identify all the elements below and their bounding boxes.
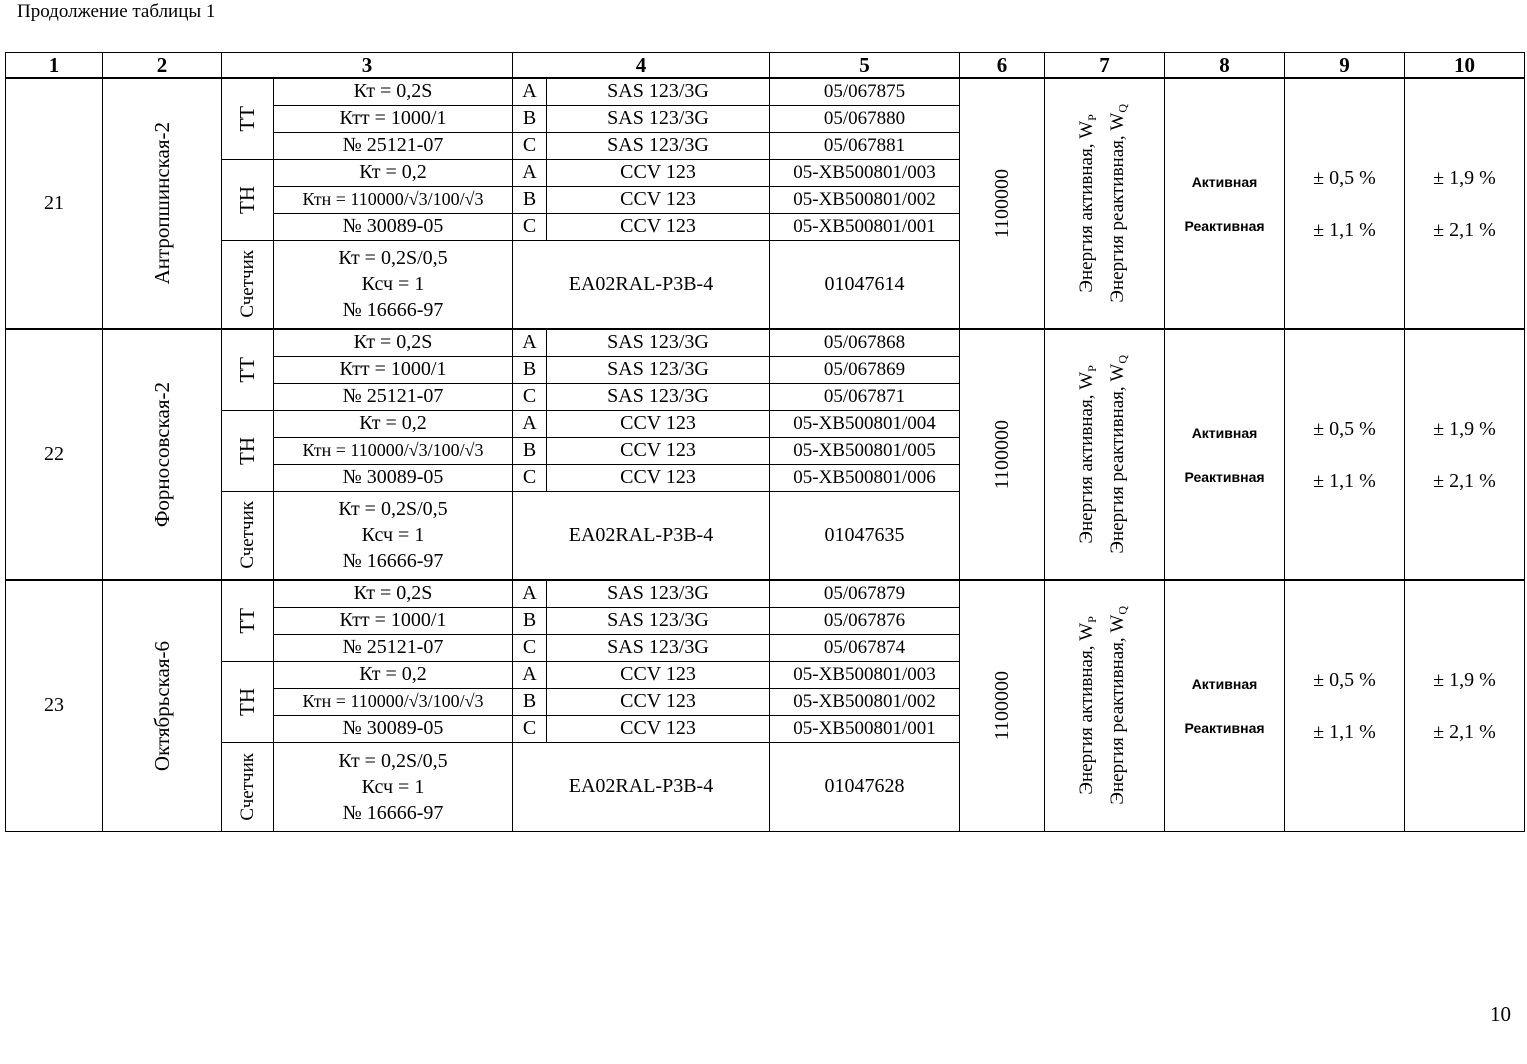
- serial-number: 05/067881: [770, 132, 960, 159]
- mode-active: Активная: [1191, 675, 1258, 692]
- table-caption: Продолжение таблицы 1: [17, 1, 216, 22]
- tt-label-cell: [222, 329, 274, 410]
- energy-types: [1074, 104, 1136, 303]
- energy-active: Энергия активная, W: [1075, 120, 1097, 293]
- energy-reactive-sub: Q: [1115, 355, 1130, 364]
- device-type: CCV 123: [547, 661, 770, 688]
- phase-letter: B: [513, 437, 547, 464]
- phase-letter: B: [513, 186, 547, 213]
- tt-ktt: Ктт = 1000/1: [274, 607, 513, 634]
- meter-ksch: Ксч = 1: [361, 524, 425, 547]
- tn-label-cell: [222, 661, 274, 742]
- tt-label-cell: [222, 78, 274, 159]
- row-number: 22: [6, 329, 103, 580]
- serial-number: 05/067875: [770, 78, 960, 105]
- tn-ktn: Ктн = 110000/√3/100/√3: [274, 437, 513, 464]
- tn-label: ТН: [235, 185, 259, 214]
- mode-reactive: Реактивная: [1184, 719, 1265, 736]
- tn-kt: Кт = 0,2: [274, 661, 513, 688]
- error-10-reactive: ± 2,1 %: [1433, 218, 1496, 241]
- tn-label-cell: [222, 159, 274, 240]
- device-type: SAS 123/3G: [547, 329, 770, 356]
- phase-letter: B: [513, 105, 547, 132]
- meter-label: Счетчик: [237, 250, 258, 319]
- tt-reg: № 25121-07: [274, 383, 513, 410]
- header-col-5: 5: [770, 53, 960, 79]
- serial-number: 05-XB500801/002: [770, 186, 960, 213]
- coef-cell: [960, 580, 1045, 831]
- header-col-1: 1: [6, 53, 103, 79]
- phase-letter: A: [513, 410, 547, 437]
- tt-label: ТТ: [235, 105, 259, 132]
- meter-params: [274, 240, 513, 329]
- energy-active-sub: P: [1084, 616, 1099, 624]
- serial-number: 05/067876: [770, 607, 960, 634]
- device-type: CCV 123: [547, 159, 770, 186]
- phase-letter: B: [513, 356, 547, 383]
- energy-reactive-sub: Q: [1115, 104, 1130, 113]
- object-name: Антропшинская-2: [149, 122, 174, 285]
- header-col-3: 3: [222, 53, 513, 79]
- meter-ksch: Ксч = 1: [361, 775, 425, 798]
- device-type: SAS 123/3G: [547, 356, 770, 383]
- energy-cell: [1045, 78, 1165, 329]
- tn-label-cell: [222, 410, 274, 491]
- header-col-8: 8: [1165, 53, 1285, 79]
- meter-type: EA02RAL-P3B-4: [513, 491, 770, 580]
- row-number: 21: [6, 78, 103, 329]
- meter-type: EA02RAL-P3B-4: [513, 742, 770, 831]
- coefficient: 1100000: [990, 419, 1013, 490]
- error-9-active: ± 0,5 %: [1313, 166, 1376, 189]
- error-10-active: ± 1,9 %: [1433, 668, 1496, 691]
- tt-kt: Кт = 0,2S: [274, 580, 513, 607]
- tn-kt: Кт = 0,2: [274, 159, 513, 186]
- error-9-cell: [1285, 329, 1405, 580]
- meter-type: EA02RAL-P3B-4: [513, 240, 770, 329]
- energy-reactive: Энергия реактивная, W: [1106, 363, 1128, 554]
- tt-kt: Кт = 0,2S: [274, 78, 513, 105]
- meter-params: [274, 742, 513, 831]
- coefficient: 1100000: [990, 671, 1013, 741]
- energy-reactive: Энергия реактивная, W: [1106, 112, 1128, 303]
- device-type: SAS 123/3G: [547, 383, 770, 410]
- coef-cell: [960, 78, 1045, 329]
- meter-serial: 01047628: [770, 742, 960, 831]
- tt-reg: № 25121-07: [274, 634, 513, 661]
- meter-ksch: Ксч = 1: [361, 273, 425, 296]
- tt-ktt: Ктт = 1000/1: [274, 105, 513, 132]
- error-9-reactive: ± 1,1 %: [1313, 469, 1376, 492]
- device-type: CCV 123: [547, 213, 770, 240]
- device-type: SAS 123/3G: [547, 607, 770, 634]
- meter-label-cell: [222, 491, 274, 580]
- device-type: SAS 123/3G: [547, 78, 770, 105]
- device-type: SAS 123/3G: [547, 105, 770, 132]
- header-col-7: 7: [1045, 53, 1165, 79]
- energy-reactive: Энергия реактивная, W: [1106, 615, 1128, 806]
- serial-number: 05/067880: [770, 105, 960, 132]
- error-10-reactive: ± 2,1 %: [1433, 469, 1496, 492]
- energy-types: [1074, 355, 1136, 554]
- meter-reg: № 16666-97: [342, 299, 444, 322]
- meter-kt: Кт = 0,2S/0,5: [338, 247, 448, 270]
- device-type: CCV 123: [547, 688, 770, 715]
- device-type: CCV 123: [547, 437, 770, 464]
- meter-reg: № 16666-97: [342, 801, 444, 824]
- serial-number: 05/067879: [770, 580, 960, 607]
- phase-letter: A: [513, 159, 547, 186]
- tt-label-cell: [222, 580, 274, 661]
- tt-reg: № 25121-07: [274, 132, 513, 159]
- device-type: SAS 123/3G: [547, 132, 770, 159]
- phase-letter: A: [513, 78, 547, 105]
- meter-label-cell: [222, 742, 274, 831]
- table-row: [6, 78, 1525, 105]
- tt-ktt: Ктт = 1000/1: [274, 356, 513, 383]
- mode-reactive: Реактивная: [1184, 217, 1265, 234]
- device-type: SAS 123/3G: [547, 580, 770, 607]
- tn-ktn: Ктн = 110000/√3/100/√3: [274, 688, 513, 715]
- meter-label: Счетчик: [237, 501, 258, 570]
- serial-number: 05-XB500801/002: [770, 688, 960, 715]
- energy-cell: [1045, 329, 1165, 580]
- row-number: 23: [6, 580, 103, 831]
- meter-reg: № 16666-97: [342, 550, 444, 573]
- header-row: [6, 53, 1525, 79]
- tn-kt: Кт = 0,2: [274, 410, 513, 437]
- error-10-active: ± 1,9 %: [1433, 166, 1496, 189]
- phase-letter: A: [513, 580, 547, 607]
- energy-active: Энергия активная, W: [1075, 623, 1097, 795]
- serial-number: 05/067874: [770, 634, 960, 661]
- mode-cell: [1165, 78, 1285, 329]
- table-row: [6, 580, 1525, 607]
- page-number: 10: [1490, 1002, 1511, 1026]
- error-10-cell: [1405, 78, 1525, 329]
- coefficient: 1100000: [990, 168, 1013, 239]
- table-row: [6, 329, 1525, 356]
- phase-letter: A: [513, 329, 547, 356]
- device-type: CCV 123: [547, 715, 770, 742]
- meter-label: Счетчик: [237, 752, 258, 821]
- object-name: Октябрьская-6: [149, 640, 174, 771]
- tn-label: ТН: [235, 436, 259, 465]
- serial-number: 05/067868: [770, 329, 960, 356]
- object-name-cell: [103, 580, 222, 831]
- phase-letter: C: [513, 213, 547, 240]
- meter-kt: Кт = 0,2S/0,5: [338, 498, 448, 521]
- serial-number: 05-XB500801/004: [770, 410, 960, 437]
- serial-number: 05-XB500801/003: [770, 159, 960, 186]
- object-name: Форносовская-2: [149, 381, 174, 528]
- tt-label: ТТ: [235, 356, 259, 383]
- error-10-active: ± 1,9 %: [1433, 417, 1496, 440]
- tn-ktn: Ктн = 110000/√3/100/√3: [274, 186, 513, 213]
- device-type: CCV 123: [547, 464, 770, 491]
- error-9-reactive: ± 1,1 %: [1313, 720, 1376, 743]
- error-9-active: ± 0,5 %: [1313, 668, 1376, 691]
- phase-letter: C: [513, 715, 547, 742]
- header-col-4: 4: [513, 53, 770, 79]
- mode-reactive: Реактивная: [1184, 468, 1265, 485]
- phase-letter: C: [513, 464, 547, 491]
- coef-cell: [960, 329, 1045, 580]
- mode-cell: [1165, 329, 1285, 580]
- meter-serial: 01047614: [770, 240, 960, 329]
- tn-label: ТН: [235, 687, 259, 716]
- device-type: CCV 123: [547, 410, 770, 437]
- object-name-cell: [103, 78, 222, 329]
- energy-active-sub: P: [1084, 365, 1099, 372]
- tt-kt: Кт = 0,2S: [274, 329, 513, 356]
- meter-serial: 01047635: [770, 491, 960, 580]
- energy-active: Энергия активная, W: [1075, 371, 1097, 544]
- error-10-cell: [1405, 580, 1525, 831]
- error-9-cell: [1285, 78, 1405, 329]
- serial-number: 05-XB500801/006: [770, 464, 960, 491]
- error-9-active: ± 0,5 %: [1313, 417, 1376, 440]
- serial-number: 05/067871: [770, 383, 960, 410]
- header-col-10: 10: [1405, 53, 1525, 79]
- tn-reg: № 30089-05: [274, 464, 513, 491]
- device-type: SAS 123/3G: [547, 634, 770, 661]
- mode-cell: [1165, 580, 1285, 831]
- mode-active: Активная: [1191, 173, 1258, 190]
- error-10-cell: [1405, 329, 1525, 580]
- energy-active-sub: P: [1084, 114, 1099, 121]
- mode-active: Активная: [1191, 424, 1258, 441]
- phase-letter: A: [513, 661, 547, 688]
- energy-types: [1074, 606, 1136, 805]
- phase-letter: C: [513, 634, 547, 661]
- error-9-cell: [1285, 580, 1405, 831]
- serial-number: 05-XB500801/001: [770, 715, 960, 742]
- energy-cell: [1045, 580, 1165, 831]
- phase-letter: B: [513, 688, 547, 715]
- meter-kt: Кт = 0,2S/0,5: [338, 749, 448, 772]
- header-col-2: 2: [103, 53, 222, 79]
- phase-letter: C: [513, 132, 547, 159]
- device-type: CCV 123: [547, 186, 770, 213]
- object-name-cell: [103, 329, 222, 580]
- error-9-reactive: ± 1,1 %: [1313, 218, 1376, 241]
- serial-number: 05-XB500801/001: [770, 213, 960, 240]
- energy-reactive-sub: Q: [1115, 606, 1130, 616]
- meter-label-cell: [222, 240, 274, 329]
- header-col-6: 6: [960, 53, 1045, 79]
- measurement-table: [5, 52, 1525, 832]
- phase-letter: B: [513, 607, 547, 634]
- serial-number: 05-XB500801/003: [770, 661, 960, 688]
- tn-reg: № 30089-05: [274, 213, 513, 240]
- header-col-9: 9: [1285, 53, 1405, 79]
- serial-number: 05/067869: [770, 356, 960, 383]
- phase-letter: C: [513, 383, 547, 410]
- meter-params: [274, 491, 513, 580]
- tn-reg: № 30089-05: [274, 715, 513, 742]
- tt-label: ТТ: [235, 607, 259, 634]
- serial-number: 05-XB500801/005: [770, 437, 960, 464]
- error-10-reactive: ± 2,1 %: [1433, 720, 1496, 743]
